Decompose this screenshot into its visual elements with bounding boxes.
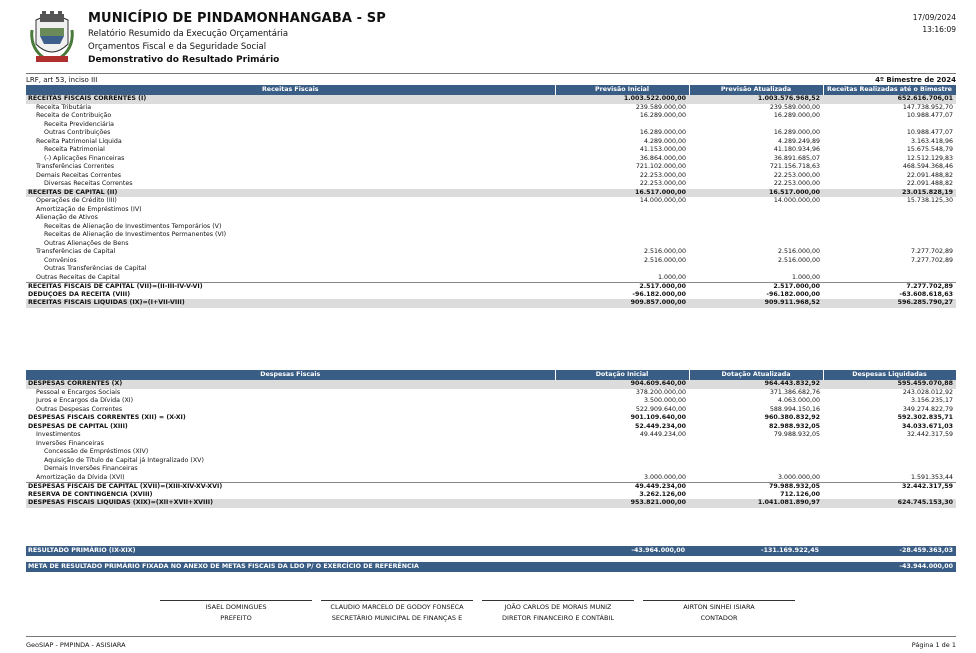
row-value: 371.386.682,76	[769, 388, 820, 396]
row-value	[689, 448, 823, 457]
page-number: Página 1 de 1	[911, 641, 956, 649]
primary-result-updated: -131.169.922,45	[761, 547, 819, 554]
row-value: 16.289.000,00	[773, 112, 820, 120]
column-header: Receitas Realizadas até o Bimestre	[823, 85, 956, 95]
table-row	[26, 406, 956, 415]
row-value: 15.738.125,30	[906, 197, 953, 205]
signer-role: CONTADOR	[700, 614, 738, 622]
row-value: 3.500.000,00	[643, 397, 686, 405]
row-value: 14.000.000,00	[639, 197, 686, 205]
row-value: 3.000.000,00	[777, 473, 820, 481]
row-value: 79.988.932,05	[689, 482, 823, 491]
row-value: 7.277.702,89	[823, 282, 956, 291]
row-value: 378.200.000,00	[635, 388, 686, 396]
row-value: 2.516.000,00	[643, 248, 686, 256]
row-value: 596.285.790,27	[823, 299, 956, 308]
row-value: 652.616.706,01	[823, 95, 956, 104]
row-value	[823, 440, 956, 449]
table-row	[26, 129, 956, 138]
row-label: Transferências de Capital	[36, 248, 116, 256]
row-value: 1.003.576.968,52	[689, 95, 823, 104]
signature-block	[482, 600, 634, 624]
row-value	[555, 265, 689, 274]
row-label: Receitas de Alienação de Investimentos Permanentes (VI)	[44, 231, 227, 239]
table-row	[26, 189, 956, 198]
table-row	[26, 380, 956, 389]
row-value	[823, 214, 956, 223]
table-row	[26, 448, 956, 457]
table-row	[26, 248, 956, 257]
row-label: Juros e Encargos da Dívida (XI)	[36, 397, 134, 405]
row-value: 10.988.477,07	[906, 129, 953, 137]
table-row	[26, 231, 956, 240]
row-value: 624.745.153,30	[823, 499, 956, 508]
row-value: -96.182.000,00	[766, 290, 820, 298]
row-value: 82.988.932,05	[769, 422, 820, 430]
row-value	[555, 214, 689, 223]
row-value: 16.289.000,00	[639, 112, 686, 120]
row-label: DESPESAS FISCAIS DE CAPITAL (XVII)=(XIII-XIV-XV-XVI)	[26, 482, 555, 491]
table-row	[26, 206, 956, 215]
row-value: 3.262.126,00	[639, 490, 686, 498]
signer-role: PREFEITO	[220, 614, 252, 622]
row-value: 4.289.000,00	[643, 137, 686, 145]
row-label: RECEITAS FISCAIS LÍQUIDAS (IX)=(I+VII-VIII)	[26, 299, 555, 308]
row-value: 909.911.968,52	[689, 299, 823, 308]
column-header: Despesas Liquidadas	[823, 370, 956, 380]
row-value: 2.516.000,00	[777, 248, 820, 256]
table-row	[26, 457, 956, 466]
row-value: 721.156.718,63	[769, 163, 820, 171]
row-value: 239.589.000,00	[769, 103, 820, 111]
table-row	[26, 223, 956, 232]
table-row	[26, 282, 956, 291]
table-row	[26, 197, 956, 206]
row-label: Outras Despesas Correntes	[36, 405, 123, 413]
table-row	[26, 414, 956, 423]
table-row	[26, 112, 956, 121]
row-value: 901.109.640,00	[630, 414, 686, 422]
row-value: 909.857.000,00	[555, 299, 689, 308]
row-value	[555, 223, 689, 232]
row-value: 79.988.932,05	[773, 431, 820, 439]
row-label: (-) Aplicações Financeiras	[44, 154, 125, 162]
table-row	[26, 397, 956, 406]
row-value	[689, 121, 823, 130]
row-value: 712.126,00	[780, 490, 820, 498]
table-row	[26, 163, 956, 172]
row-value: 239.589.000,00	[635, 103, 686, 111]
row-value	[689, 265, 823, 274]
row-label: Transferências Correntes	[36, 163, 115, 171]
primary-result-row	[26, 546, 956, 556]
table-row	[26, 257, 956, 266]
fiscal-target-value: -43.944.000,00	[899, 563, 953, 570]
row-value: 16.289.000,00	[639, 129, 686, 137]
row-value: 522.909.640,00	[635, 405, 686, 413]
row-value: 964.443.832,92	[689, 380, 823, 389]
row-value: 32.442.317,59	[906, 431, 953, 439]
row-label: DESPESAS DE CAPITAL (XIII)	[28, 422, 128, 430]
row-label: RESERVA DE CONTINGÊNCIA (XVIII)	[28, 490, 153, 498]
row-value: 1.591.353,44	[910, 473, 953, 481]
table-row	[26, 155, 956, 164]
report-date: 17/09/2024	[912, 13, 956, 22]
row-value: 3.000.000,00	[643, 473, 686, 481]
row-value	[555, 121, 689, 130]
row-value: 960.380.832,92	[764, 414, 820, 422]
row-value: 36.891.685,07	[773, 154, 820, 162]
row-label: Diversas Receitas Correntes	[44, 180, 133, 188]
row-value	[823, 491, 956, 500]
row-value	[555, 465, 689, 474]
row-label: Demais Receitas Correntes	[36, 171, 122, 179]
table-row	[26, 465, 956, 474]
row-value: 22.091.488,82	[906, 171, 953, 179]
row-value	[823, 265, 956, 274]
row-label: Inversões Financeiras	[36, 439, 104, 447]
row-value: 588.994.150,16	[769, 405, 820, 413]
row-value: 49.449.234,00	[639, 431, 686, 439]
row-value: 49.449.234,00	[555, 482, 689, 491]
table-row	[26, 274, 956, 283]
row-value: 1.003.522.000,00	[555, 95, 689, 104]
row-value: 595.459.070,88	[823, 380, 956, 389]
row-value: 41.153.000,00	[639, 146, 686, 154]
column-header: Previsão Inicial	[555, 85, 689, 95]
row-label: Aquisição de Título de Capital já Integralizado (XV)	[44, 456, 204, 464]
municipality-title: MUNICÍPIO DE PINDAMONHANGABA - SP	[88, 11, 386, 26]
table-row	[26, 95, 956, 104]
row-value: 904.609.640,00	[555, 380, 689, 389]
row-value: 7.277.702,89	[910, 256, 953, 264]
table-row	[26, 299, 956, 308]
row-value: 721.102.000,00	[635, 163, 686, 171]
table-row	[26, 146, 956, 155]
row-value	[689, 465, 823, 474]
row-value: 4.063.000,00	[777, 397, 820, 405]
table-row	[26, 389, 956, 398]
row-value	[689, 206, 823, 215]
row-value: 14.000.000,00	[773, 197, 820, 205]
row-value	[823, 457, 956, 466]
row-label: Pessoal e Encargos Sociais	[36, 388, 121, 396]
row-label: Alienação de Ativos	[36, 214, 98, 222]
row-value	[555, 206, 689, 215]
row-value	[555, 240, 689, 249]
signature-block	[321, 600, 473, 624]
row-label: DEDUÇÕES DA RECEITA (VIII)	[28, 290, 131, 298]
row-label: Outras Receitas de Capital	[36, 273, 120, 281]
report-subtitle: Relatório Resumido da Execução Orçamentária	[88, 29, 289, 39]
table-row	[26, 172, 956, 181]
row-value: 22.253.000,00	[639, 180, 686, 188]
column-header: Dotação Inicial	[555, 370, 689, 380]
column-header: Receitas Fiscais	[26, 85, 555, 95]
row-value: 16.289.000,00	[773, 129, 820, 137]
row-value	[689, 231, 823, 240]
row-value: 22.253.000,00	[773, 180, 820, 188]
row-value: 36.864.000,00	[639, 154, 686, 162]
table-row	[26, 180, 956, 189]
table-row	[26, 423, 956, 432]
row-label: Outras Contribuições	[44, 129, 111, 137]
row-value: 3.156.235,17	[910, 397, 953, 405]
signer-role: SECRETÁRIO MUNICIPAL DE FINANÇAS E	[331, 614, 463, 622]
row-value	[823, 465, 956, 474]
table-row	[26, 138, 956, 147]
row-value: 7.277.702,89	[910, 248, 953, 256]
row-value: -96.182.000,00	[632, 290, 686, 298]
row-label: Convênios	[44, 256, 77, 264]
row-label: Amortização de Empréstimos (IV)	[36, 205, 142, 213]
row-label: RECEITAS DE CAPITAL (II)	[26, 189, 555, 198]
row-value: 52.449.234,00	[635, 422, 686, 430]
row-value	[555, 448, 689, 457]
row-value	[689, 223, 823, 232]
row-value	[689, 240, 823, 249]
row-value: 32.442.317,59	[823, 482, 956, 491]
signer-name: ISAEL DOMINGUES	[205, 603, 267, 611]
column-header: Dotação Atualizada	[689, 370, 823, 380]
row-label: Receita Tributária	[36, 103, 92, 111]
table-row	[26, 440, 956, 449]
column-header: Previsão Atualizada	[689, 85, 823, 95]
row-value	[689, 457, 823, 466]
row-value: 2.517.000,00	[689, 282, 823, 291]
table-row	[26, 431, 956, 440]
table-row	[26, 214, 956, 223]
row-value: 12.512.129,83	[906, 154, 953, 162]
row-value: 2.516.000,00	[777, 256, 820, 264]
table-row	[26, 491, 956, 500]
row-label: DESPESAS FISCAIS CORRENTES (XII) = (X-XI)	[28, 414, 186, 422]
signature-block	[643, 600, 795, 624]
fiscal-target-label: META DE RESULTADO PRIMÁRIO FIXADA NO ANEXO DE METAS FISCAIS DA LDO P/ O EXERCÍCIO DE REFERÊNCIA	[28, 563, 419, 570]
row-value: 16.517.000,00	[689, 189, 823, 198]
row-value: 10.988.477,07	[906, 112, 953, 120]
report-period: 4º Bimestre de 2024	[875, 76, 956, 84]
table-row	[26, 240, 956, 249]
budget-subtitle: Orçamentos Fiscal e da Seguridade Social	[88, 42, 267, 52]
row-value	[555, 231, 689, 240]
row-label: Receita Previdenciária	[44, 120, 114, 128]
signer-name: AIRTON SINHEI ISIARA	[683, 603, 755, 611]
column-header: Despesas Fiscais	[26, 370, 555, 380]
row-label: RECEITAS FISCAIS CORRENTES (I)	[26, 95, 555, 104]
row-value: 147.738.952,70	[902, 103, 953, 111]
row-label: Amortização da Dívida (XVI)	[36, 473, 125, 481]
row-label: Receita Patrimonial Líquida	[36, 137, 122, 145]
row-value: 592.302.835,71	[897, 414, 953, 422]
row-label: DESPESAS CORRENTES (X)	[26, 380, 555, 389]
report-meta	[26, 73, 956, 84]
row-label: RECEITAS FISCAIS DE CAPITAL (VII)=(II-III-IV-V-VI)	[26, 282, 555, 291]
page-footer	[26, 636, 956, 649]
table-row	[26, 482, 956, 491]
row-value: 468.594.368,46	[902, 163, 953, 171]
table-row	[26, 121, 956, 130]
row-value	[555, 457, 689, 466]
table-row	[26, 291, 956, 300]
row-value	[823, 240, 956, 249]
row-label: Concessão de Empréstimos (XIV)	[44, 448, 149, 456]
row-label: Outras Transferências de Capital	[44, 265, 147, 273]
row-value: 1.000,00	[657, 273, 686, 281]
row-value: 2.516.000,00	[643, 256, 686, 264]
report-header	[28, 8, 956, 70]
row-value: 16.517.000,00	[555, 189, 689, 198]
row-label: Receita Patrimonial	[44, 146, 105, 154]
row-label: Outras Alienações de Bens	[44, 239, 129, 247]
row-value	[823, 223, 956, 232]
row-value: 243.028.012,92	[902, 388, 953, 396]
row-value: 23.015.828,19	[823, 189, 956, 198]
row-value: -63.608.618,63	[899, 290, 953, 298]
municipal-crest-icon	[30, 10, 74, 66]
row-value: 1.000,00	[791, 273, 820, 281]
row-value	[823, 206, 956, 215]
table-row	[26, 499, 956, 508]
signer-role: DIRETOR FINANCEIRO E CONTÁBIL	[502, 614, 614, 622]
row-value: 3.163.418,96	[910, 137, 953, 145]
row-value: 22.253.000,00	[773, 171, 820, 179]
signature-block	[160, 600, 312, 624]
signer-name: JOÃO CARLOS DE MORAIS MUNIZ	[504, 603, 612, 611]
row-label: Operações de Crédito (III)	[36, 197, 117, 205]
signer-name: CLAUDIO MARCELO DE GODOY FONSECA	[330, 603, 464, 611]
row-label: Receita de Contribuição	[36, 112, 112, 120]
row-value: 34.033.671,03	[902, 422, 953, 430]
legal-reference: LRF, art 53, inciso III	[26, 76, 98, 84]
row-value: 15.675.548,79	[906, 146, 953, 154]
row-value: 41.180.934,96	[773, 146, 820, 154]
primary-result-label: RESULTADO PRIMÁRIO (IX-XIX)	[28, 547, 136, 554]
row-value: 2.517.000,00	[555, 282, 689, 291]
row-value	[555, 440, 689, 449]
row-label: Receitas de Alienação de Investimentos Temporários (V)	[44, 222, 222, 230]
row-value	[823, 448, 956, 457]
row-label: Investimentos	[36, 431, 81, 439]
table-row	[26, 104, 956, 113]
row-value: 22.091.488,82	[906, 180, 953, 188]
table-row	[26, 265, 956, 274]
row-value	[823, 274, 956, 283]
row-value: 953.821.000,00	[555, 499, 689, 508]
row-label: DESPESAS FISCAIS LÍQUIDAS (XIX)=(XII+XVII+XVIII)	[26, 499, 555, 508]
row-value: 1.041.081.890,97	[689, 499, 823, 508]
row-value	[689, 214, 823, 223]
revenue-table	[26, 85, 957, 308]
primary-result-initial: -43.964.000,00	[631, 547, 685, 554]
fiscal-target-row	[26, 562, 956, 572]
primary-result-realized: -28.459.363,03	[899, 547, 953, 554]
row-value: 22.253.000,00	[639, 171, 686, 179]
row-value	[823, 121, 956, 130]
table-row	[26, 474, 956, 483]
statement-title: Demonstrativo do Resultado Primário	[88, 55, 280, 65]
row-value: 349.274.822,79	[902, 405, 953, 413]
row-label: Demais Inversões Financeiras	[44, 465, 138, 473]
row-value: 4.289.249,89	[777, 137, 820, 145]
row-value	[689, 440, 823, 449]
system-name: GeoSIAP - PMPINDA - ASISIARA	[26, 641, 126, 649]
report-time: 13:16:09	[922, 25, 956, 34]
expense-table	[26, 370, 957, 508]
row-value	[823, 231, 956, 240]
